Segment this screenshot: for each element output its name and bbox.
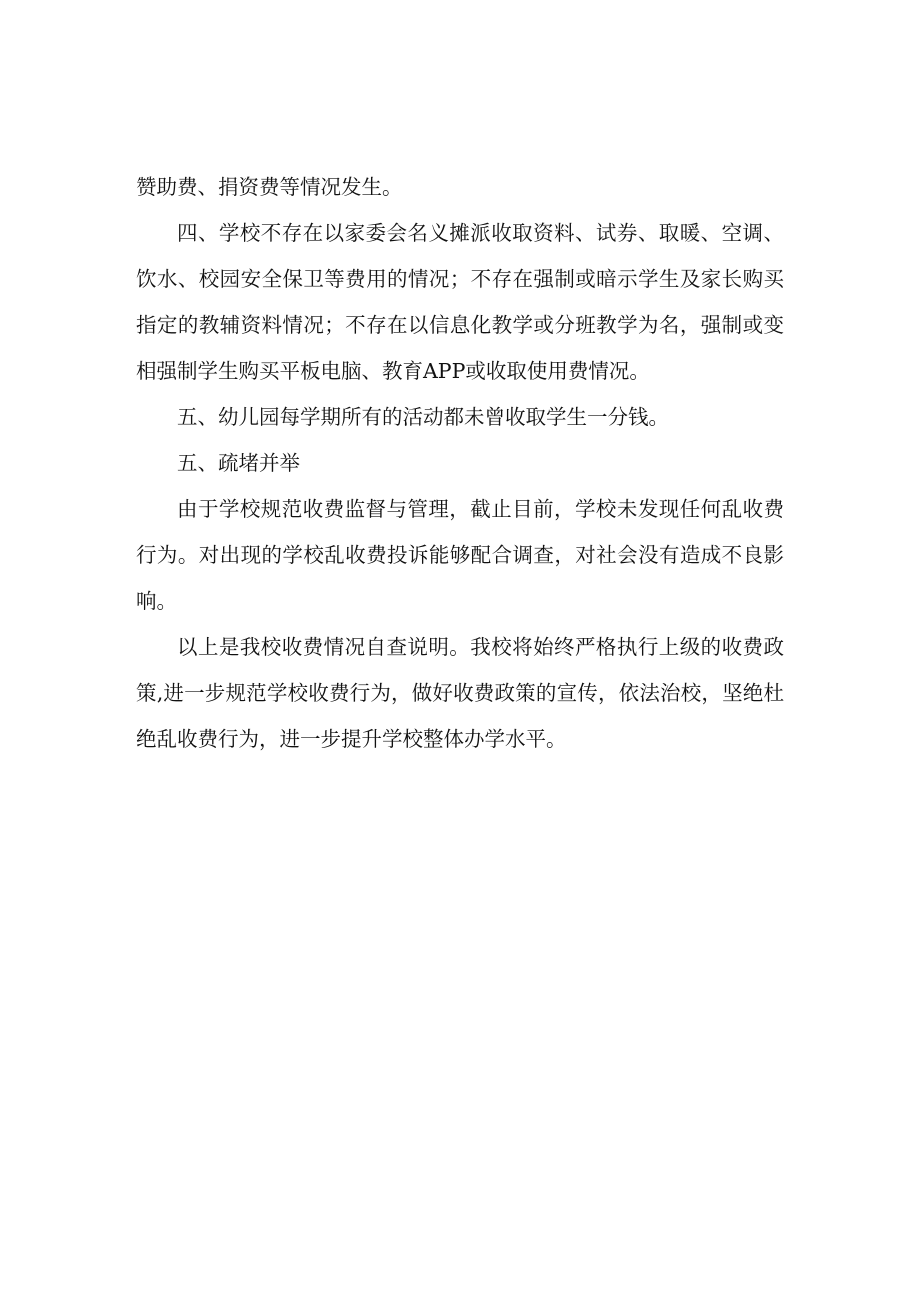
document-body xyxy=(136,164,784,762)
paragraph-item-four: 四、学校不存在以家委会名义摊派收取资料、试券、取暖、空调、饮水、校园安全保卫等费用的情况；不存在强制或暗示学生及家长购买指定的教辅资料情况；不存在以信息化教学或分班教学为名，强制或变相强制学生购买平板电脑、教育APP或收取使用费情况。 xyxy=(136,221,784,383)
paragraph-item-five-kindergarten: 五、幼儿园每学期所有的活动都未曾收取学生一分钱。 xyxy=(177,405,669,429)
paragraph-continuation: 赞助费、捐资费等情况发生。 xyxy=(136,175,403,199)
section-heading-five: 五、疏堵并举 xyxy=(177,451,300,475)
paragraph-management: 由于学校规范收费监督与管理，截止目前，学校未发现任何乱收费行为。对出现的学校乱收费投诉能够配合调查，对社会没有造成不良影响。 xyxy=(136,497,784,613)
paragraph-conclusion: 以上是我校收费情况自查说明。我校将始终严格执行上级的收费政策,进一步规范学校收费行为，做好收费政策的宣传，依法治校，坚绝杜绝乱收费行为，进一步提升学校整体办学水平。 xyxy=(136,635,784,751)
